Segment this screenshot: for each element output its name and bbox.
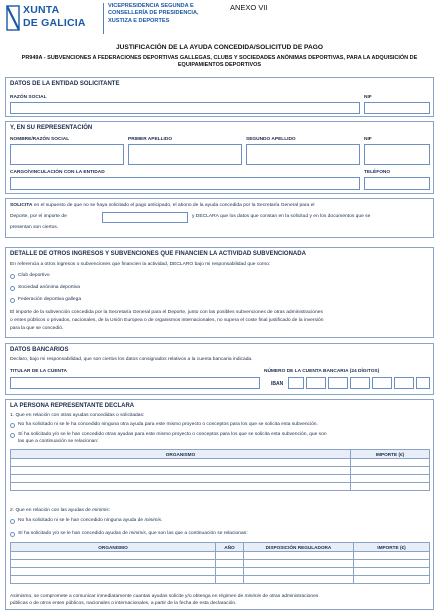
q1-no-radio[interactable] <box>10 423 15 428</box>
ayudas-table <box>10 449 430 491</box>
organismo-cell[interactable] <box>11 467 351 475</box>
solicita-keyword: SOLICITA <box>10 203 33 208</box>
logo-text-xunta: XUNTA <box>23 4 60 16</box>
solicita-line2-after: y DECLARA que los datos que constan en la solicitud y en los documentos que se <box>192 214 371 219</box>
club-deportivo-radio[interactable] <box>10 274 15 279</box>
primer-apellido-label: PRIMER APELLIDO <box>128 137 173 142</box>
nif-label: NIF <box>364 95 372 100</box>
segundo-apellido-field[interactable] <box>246 144 360 165</box>
federacion-label: Federación deportiva gallega <box>18 297 82 302</box>
importe-cell[interactable] <box>351 483 430 491</box>
xunta-emblem-icon <box>6 5 20 31</box>
account-digit-group[interactable] <box>350 377 370 389</box>
titular-field[interactable] <box>10 377 260 389</box>
q1-no-label: No ha solicitado ni se le ha concedido ninguna otra ayuda para este mismo proyecto o conceptos para los que se solicita esta subvención. <box>18 422 318 427</box>
q2-no-radio[interactable] <box>10 519 15 524</box>
nif-label: NIF <box>364 137 372 142</box>
ingresos-declaration-line: El importe de la subvención concedida por la Secretaría General para el Deporte, junto con las posibles subvenciones de otras administraciones <box>10 310 323 315</box>
solicita-line2-before: Deporte, por el importe de <box>10 214 67 219</box>
titular-label: TITULAR DE LA CUENTA <box>10 369 68 374</box>
solicita-text: en el supuesto de que no se haya solicitado el pago anticipado, el abono de la ayuda concedida por la Secretaría General para el <box>32 203 315 208</box>
importe-header: IMPORTE (€) <box>354 543 430 552</box>
nombre-field[interactable] <box>10 144 124 165</box>
section-declara <box>5 399 434 610</box>
section-ingresos <box>5 247 434 338</box>
section-title: DATOS BANCARIOS <box>10 347 69 353</box>
razon-social-label: RAZÓN SOCIAL <box>10 95 47 100</box>
importe-cell[interactable] <box>351 459 430 467</box>
account-digit-group[interactable] <box>372 377 392 389</box>
question-1: 1. Que en relación con otras ayudas concedidas o solicitadas: <box>10 413 145 418</box>
sociedad-anonima-label: Sociedad anónima deportiva <box>18 285 80 290</box>
form-subtitle: PR949A - SUBVENCIONES A FEDERACIONES DEPORTIVAS GALLEGAS, CLUBS Y SOCIEDADES ANÓNIMAS DEPORTIVAS, PARA LA ADQUISICIÓN DE EQUIPAMIENTOS DEPORTIVOS <box>21 55 418 68</box>
nif-field[interactable] <box>364 102 430 114</box>
telefono-label: TELÉFONO <box>364 170 391 175</box>
q1-si-label: Sí ha solicitado y/o se le han concedido otras ayudas para este mismo proyecto o conceptos para los que se solicita esta subvención, que son <box>18 432 327 437</box>
organismo-cell[interactable] <box>11 475 351 483</box>
cargo-field[interactable] <box>10 177 360 190</box>
importe-cell[interactable] <box>351 467 430 475</box>
q1-si-label-cont: las que a continuación se relacionan: <box>18 439 99 444</box>
organismo-cell[interactable] <box>11 459 351 467</box>
telefono-field[interactable] <box>364 177 430 190</box>
section-title: LA PERSONA REPRESENTANTE DECLARA <box>10 403 135 409</box>
logo-text-galicia: DE GALICIA <box>23 17 86 29</box>
iban-field[interactable] <box>288 377 304 389</box>
table-row <box>11 576 430 584</box>
organismo-header: ORGANISMO <box>11 450 351 459</box>
department-line: VICEPRESIDENCIA SEGUNDA E <box>108 3 194 9</box>
account-digit-group[interactable] <box>416 377 430 389</box>
section-bancarios <box>5 343 434 395</box>
q2-si-radio[interactable] <box>10 532 15 537</box>
iban-label: IBAN <box>271 381 284 387</box>
table-row <box>11 467 430 475</box>
nombre-label: NOMBRE/RAZÓN SOCIAL <box>10 137 70 142</box>
account-digit-group[interactable] <box>306 377 326 389</box>
table-row <box>11 483 430 491</box>
department-line: XUSTIZA E DEPORTES <box>108 17 170 24</box>
organismo-cell[interactable] <box>11 483 351 491</box>
cargo-label: CARGO/VINCULACIÓN CON LA ENTIDAD <box>10 170 105 175</box>
table-row <box>11 475 430 483</box>
q2-si-label: Sí ha solicitado y/o se le han concedido ayudas de minimis, que son las que a continuación se relacionan: <box>18 531 248 536</box>
sociedad-anonima-radio[interactable] <box>10 286 15 291</box>
ano-header: AÑO <box>216 543 244 552</box>
solicita-line1 <box>10 203 314 210</box>
declara-footer-line1: Asimismo, se compromete a comunicar inmediatamente cuantas ayudas solicite y/o obtenga en régimen de minimis de otras administraciones <box>10 594 319 599</box>
department-name <box>103 3 233 34</box>
organismo-header: ORGANISMO <box>11 543 216 552</box>
importe-field[interactable] <box>102 212 188 223</box>
importe-header: IMPORTE (€) <box>351 450 430 459</box>
table-row <box>11 552 430 560</box>
q2-no-label: No ha solicitado ni se le han concedido ninguna ayuda de minimis. <box>18 518 163 523</box>
razon-social-field[interactable] <box>10 102 360 114</box>
federacion-radio[interactable] <box>10 298 15 303</box>
account-digit-group[interactable] <box>328 377 348 389</box>
section-solicita <box>5 198 434 238</box>
bancarios-intro: Declaro, bajo mi responsabilidad, que son ciertos los datos consignados relativos a la cuenta bancaria indicada. <box>10 357 253 362</box>
q1-si-radio[interactable] <box>10 433 15 438</box>
section-entidad <box>5 77 434 117</box>
account-digit-group[interactable] <box>394 377 414 389</box>
ingresos-intro: En referencia a otros ingresos o subvenciones que financien la actividad, DECLARO bajo mi responsabilidad que como: <box>10 262 271 267</box>
section-title: Y, EN SU REPRESENTACIÓN <box>10 125 93 131</box>
table-row <box>11 568 430 576</box>
primer-apellido-field[interactable] <box>128 144 242 165</box>
table-row <box>11 459 430 467</box>
solicita-line3: presentan son ciertos. <box>10 225 59 230</box>
section-representacion <box>5 121 434 194</box>
importe-cell[interactable] <box>351 475 430 483</box>
club-deportivo-label: Club deportivo <box>18 273 50 278</box>
ingresos-declaration-line: o entes públicos o privados, nacionales, de la Unión Europea o de organismos internacionales, no supera el coste final justificado de la inversión <box>10 318 324 323</box>
annex-label: ANEXO VII <box>230 3 268 12</box>
disposicion-header: DISPOSICIÓN REGULADORA <box>244 543 354 552</box>
ingresos-declaration-line: para la que se concedió. <box>10 326 64 331</box>
declara-footer-line2: públicas o de otros entes públicos, nacionales o internacionales, a partir de la fecha de esta declaración. <box>10 601 237 606</box>
section-title: DATOS DE LA ENTIDAD SOLICITANTE <box>10 81 120 87</box>
section-title: DETALLE DE OTROS INGRESOS Y SUBVENCIONES QUE FINANCIEN LA ACTIVIDAD SUBVENCIONADA <box>10 251 306 257</box>
department-line: CONSELLERÍA DE PRESIDENCIA, <box>108 10 199 17</box>
xunta-logo <box>6 3 102 35</box>
form-title: JUSTIFICACIÓN DE LA AYUDA CONCEDIDA/SOLICITUD DE PAGO <box>116 44 323 51</box>
page-header <box>6 3 434 39</box>
minimis-table <box>10 542 430 584</box>
table-row <box>11 560 430 568</box>
cuenta-label: NÚMERO DE LA CUENTA BANCARIA (24 DÍGITOS) <box>264 369 380 374</box>
nif-field[interactable] <box>364 144 430 165</box>
segundo-apellido-label: SEGUNDO APELLIDO <box>246 137 296 142</box>
question-2: 2. Que en relación con las ayudas de minimis: <box>10 508 111 513</box>
